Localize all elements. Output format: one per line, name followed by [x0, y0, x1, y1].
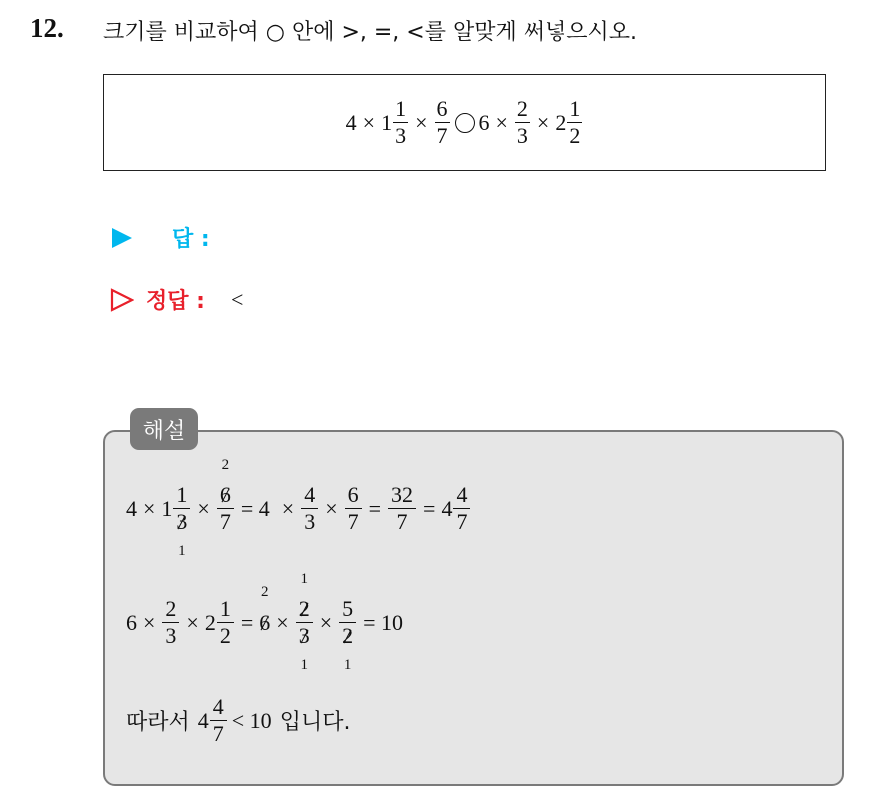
correct-answer-row — [110, 284, 243, 315]
explanation-line-2: 6 × $\frac{2}{3}$ × 2 $\frac{1}{2}$ = 6 2 × 2 1 3 1 × 5 2 1 = 10 — [126, 571, 404, 673]
correct-answer-label: 정답 : — [146, 289, 205, 314]
outline-triangle-icon — [110, 288, 134, 312]
question-number: 12. — [30, 13, 64, 43]
left-whole: 4 — [345, 109, 357, 135]
filled-triangle-icon — [110, 226, 134, 250]
left-mixed-whole: 1 — [381, 109, 393, 135]
correct-answer-value: < — [230, 286, 244, 312]
problem-box — [103, 74, 826, 171]
explanation-line-1: 4 × 1 1 3 1 × 6 2 7 = 4 × $\frac{4}{3}$ × $\frac{6}{7}$ = $\frac{32}{7}$ = 4 4 7 — [126, 482, 471, 535]
answer-label: 답 : — [172, 227, 210, 252]
explanation-line-3: 따라서 4 4 7 < 10 입니다. — [126, 694, 351, 746]
left-mixed-fraction: $\frac{1}{3}$ — [395, 96, 407, 148]
right-fraction: $\frac{2}{3}$ — [516, 96, 528, 148]
right-mixed-whole: 2 — [555, 109, 567, 135]
answer-circle[interactable] — [455, 113, 475, 133]
right-whole: 6 — [478, 109, 490, 135]
comparison-expression: 4 × 1 $\frac{1}{3}$ × $\frac{6}{7}$ 6 × $\frac{2}{3}$ × 2 $\frac{1}{2}$ — [345, 96, 581, 148]
question-text: 크기를 비교하여 ○ 안에 >, =, <를 알맞게 써넣으시오. — [103, 20, 637, 45]
explanation-tab: 해설 — [130, 408, 198, 450]
right-mixed-fraction: $\frac{1}{2}$ — [569, 96, 581, 148]
left-fraction: $\frac{6}{7}$ — [436, 96, 448, 148]
answer-row — [110, 222, 210, 253]
